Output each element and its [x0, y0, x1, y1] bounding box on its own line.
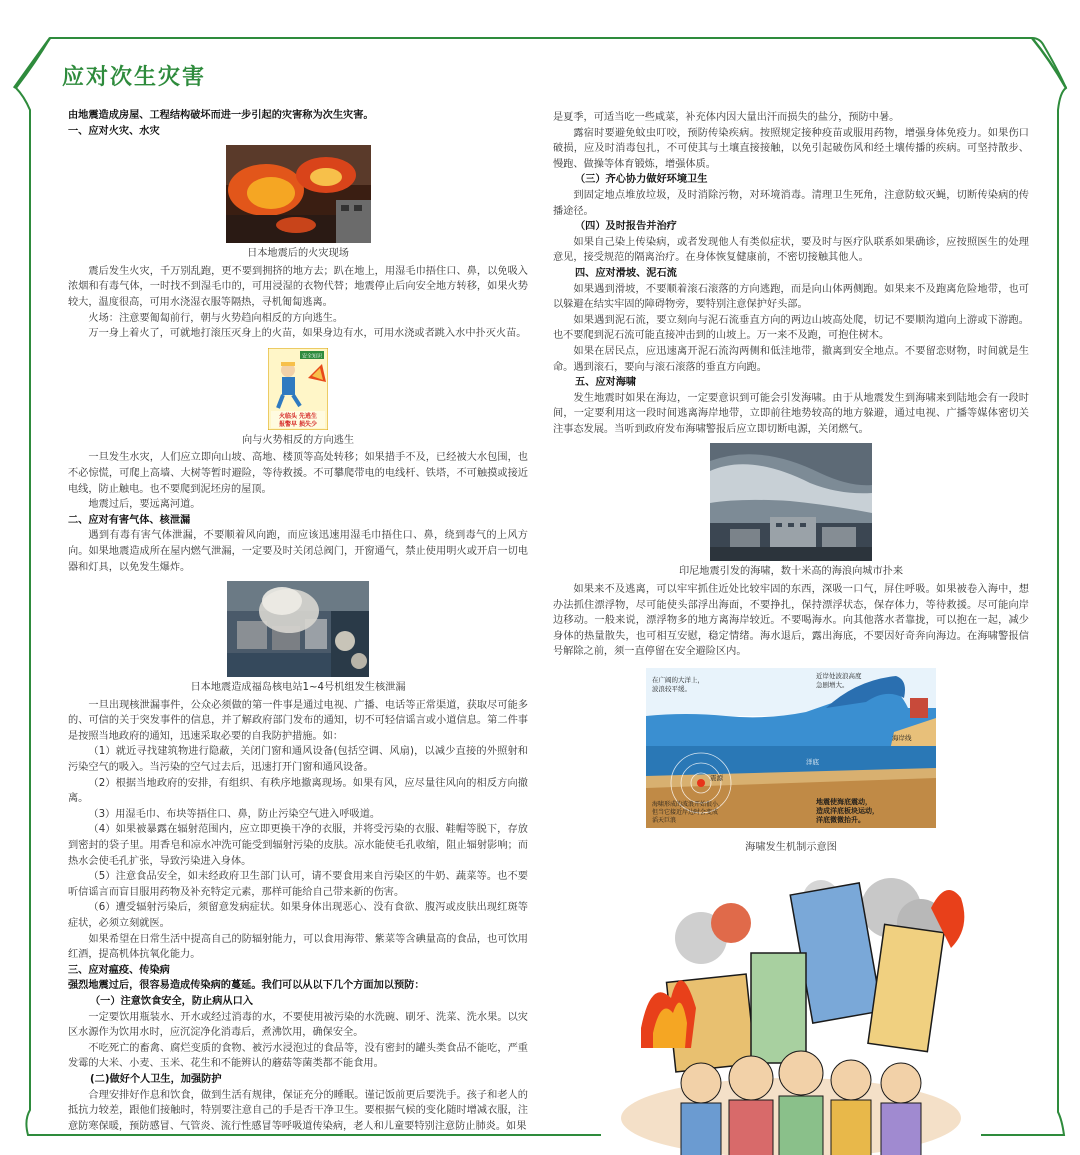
- paragraph: 火场：注意要匍匐前行，朝与火势趋向相反的方向逃生。: [88, 312, 344, 324]
- figure-caption: 向与火势相反的方向逃生: [241, 434, 355, 446]
- diagram-label-tsunami-origin: 海啸形成的波浪开始很小，: [652, 801, 725, 809]
- svg-text:火临头 先逃生: 火临头 先逃生: [278, 412, 318, 420]
- frame-corner-tl: [14, 38, 50, 88]
- paragraph: （1）就近寻找建筑物进行隐蔽，关闭门窗和通风设备(包括空调、风扇)，以减少直接的外照射和污染空气的吸入。当污染的空气过去后，迅速打开门窗和通风设备。: [68, 746, 528, 774]
- figure-tsunami-photo: [553, 443, 1029, 580]
- svg-text:急剧增大。: 急剧增大。: [816, 681, 849, 690]
- svg-text:但当它接近岸边时会变成: 但当它接近岸边时会变成: [652, 809, 719, 817]
- section-heading-fire-flood: 一、应对火灾、水灾: [68, 125, 160, 137]
- paragraph: 如果来不及逃离，可以牢牢抓住近处比较牢固的东西，深吸一口气，屏住呼吸。如果被卷入海中，想办法抓住漂浮物，尽可能使头部浮出海面，不要挣扎，保持漂浮状态，保存体力，等待救援。尽可能向岸边移动。一般来说，漂浮物多的地方离海岸较近。不要喝海水。向其他落水者靠拢，可以抱在一起，减少身体的热量散失，也可相互安慰，稳定情绪。海水退后，露出海底，不要因好奇奔向海边。在海啸警报信号解除之前，须一直停留在安全避险区内。: [553, 584, 1029, 658]
- diagram-label-source: 震源: [710, 774, 723, 783]
- svg-text:造成洋底板块运动，: 造成洋底板块运动，: [816, 807, 879, 816]
- frame-corner-tr: [1032, 38, 1066, 88]
- paragraph: 发生地震时如果在海边，一定要意识到可能会引发海啸。由于从地震发生到海啸来到陆地会有一段时间，一定要利用这一段时间逃离海岸地带，立即前往地势较高的地方躲避，通过电视、广播等媒体密切关注事态发展。当听到政府发布海啸警报后应立即切断电源，关闭燃气。: [553, 392, 1029, 435]
- subheading: (二)做好个人卫生，加强防护: [90, 1073, 222, 1085]
- paragraph: 如果希望在日常生活中提高自己的防辐射能力，可以食用海带、紫菜等含碘量高的食品，也可饮用红酒，提高机体抗氧化能力。: [68, 933, 528, 961]
- paragraph: 震后发生火灾，千万别乱跑，更不要到拥挤的地方去；趴在地上，用湿毛巾捂住口、鼻，以免吸入浓烟和有毒气体，一时找不到湿毛巾的，可用浸湿的衣物代替；地震停止后向安全地方转移，如果火势较大，温度很高，可用水浇湿衣服等隔热，寻机匍匐逃离。: [68, 265, 528, 308]
- paragraph: 如果遇到滑坡，不要顺着滚石滚落的方向逃跑，而是向山体两侧跑。如果来不及跑离危险地带，也可以躲避在结实牢固的障碍物旁，要特别注意保护好头部。: [553, 283, 1029, 311]
- paragraph: 遇到有毒有害气体泄漏，不要顺着风向跑，而应该迅速用湿毛巾捂住口、鼻，绕到毒气的上风方向。如果地震造成所在屋内燃气泄漏，一定要及时关闭总阀门，开窗通气，禁止使用明火或开启一切电器和灯具，以免发生爆炸。: [68, 530, 528, 573]
- paragraph: 不吃死亡的畜禽、腐烂变质的食物、被污水浸泡过的食品等，没有密封的罐头类食品不能吃，严重发霉的大米、小麦、玉米、花生和不能辨认的蘑菇等菌类都不能食用。: [68, 1042, 528, 1070]
- subheading: （三）齐心协力做好环境卫生: [575, 174, 708, 186]
- section-lead: 强烈地震过后，很容易造成传染病的蔓延。我们可以从以下几个方面加以预防：: [68, 980, 425, 992]
- diagram-label-seafloor: 洋底: [806, 758, 819, 767]
- paragraph: 一定要饮用瓶装水、开水或经过消毒的水，不要使用被污染的水洗碗、刷牙、洗菜、洗水果。以灾区水源作为饮用水时，应沉淀净化消毒后，煮沸饮用，确保安全。: [68, 1011, 528, 1039]
- figure-caption: 日本地震造成福岛核电站1~4号机组发生核泄漏: [190, 682, 406, 694]
- poster-sign-label: 安全知识: [301, 353, 323, 360]
- paragraph: （4）如果被暴露在辐射范围内，应立即更换干净的衣服，并将受污染的衣服、鞋帽等脱下，存放到密封的袋子里。用香皂和凉水冲洗可能受到辐射污染的皮肤。凉水能使毛孔收缩，阻止辐射影响；而热水会使毛孔扩张，导致污染进入身体。: [68, 824, 528, 867]
- paragraph: 如果遇到泥石流，要立刻向与泥石流垂直方向的两边山坡高处爬，切记不要顺沟道向上游或下游跑。也不要爬到泥石流可能直接冲击到的山坡上。万一来不及跑，可抱住树木。: [553, 314, 1029, 342]
- paragraph: 地震过后，要远离河道。: [88, 499, 201, 511]
- paragraph: 万一身上着火了，可就地打滚压灭身上的火苗，如果身边有水，可用水浇或者跳入水中扑灭火苗。: [88, 328, 527, 340]
- intro-text: 由地震造成房屋、工程结构破坏而进一步引起的灾害称为次生灾害。: [68, 110, 374, 121]
- section-heading-epidemic: 三、应对瘟疫、传染病: [68, 964, 170, 976]
- figure-caption: 印尼地震引发的海啸，数十米高的海浪向城市扑来: [678, 566, 904, 578]
- tsunami-wave-image: [710, 443, 872, 561]
- figure-escape-poster: [68, 348, 528, 449]
- svg-text:波浪较平缓。: 波浪较平缓。: [652, 685, 691, 694]
- paragraph: （3）用湿毛巾、布块等捂住口、鼻，防止污染空气进入呼吸道。: [88, 808, 381, 820]
- left-column: [68, 108, 528, 1134]
- paragraph: 是夏季，可适当吃一些咸菜，补充体内因大量出汗而损失的盐分，预防中暑。: [553, 112, 900, 123]
- paragraph: 到固定地点堆放垃圾，及时消除污物，对环境消毒。清理卫生死角，注意防蚊灭蝇，切断传染病的传播途径。: [553, 189, 1029, 217]
- diagram-label-beach: 海岸线: [892, 734, 912, 743]
- figure-fire: [68, 145, 528, 262]
- svg-text:洋底微微抬升。: 洋底微微抬升。: [816, 816, 865, 825]
- section-heading-tsunami: 五、应对海啸: [575, 377, 637, 389]
- paragraph: 如果在居民点，应迅速离开泥石流沟两侧和低洼地带，撤离到安全地点。不要留恋财物，时间就是生命。遇到滚石，要向与滚石滚落的垂直方向跑。: [553, 345, 1029, 373]
- svg-text:报警早 损失少: 报警早 损失少: [278, 420, 318, 428]
- nuclear-plant-image: [227, 581, 369, 677]
- figure-caption: 日本地震后的火灾现场: [247, 248, 349, 260]
- figure-caption: 海啸发生机制示意图: [745, 842, 837, 854]
- tsunami-mechanism-diagram: [646, 668, 936, 828]
- escape-poster-image: [268, 348, 328, 430]
- paragraph: （6）遭受辐射污染后，须留意发病症状。如果身体出现恶心、没有食欲、腹泻或皮肤出现红斑等症状，必须立刻就医。: [68, 902, 528, 929]
- paragraph: 露宿时要避免蚊虫叮咬，预防传染疾病。按照规定接种疫苗或服用药物，增强身体免疫力。如果伤口破损，应及时消毒包扎，不可使其与土壤直接接触，以免引起破伤风和经土壤传播的疾病。可坚持散步、慢跑、做操等体育锻炼，增强体质。: [553, 127, 1029, 170]
- subheading: （一）注意饮食安全，防止病从口入: [90, 995, 253, 1007]
- figure-earthquake-cartoon: [553, 868, 1029, 1155]
- fire-scene-image: [226, 145, 371, 243]
- paragraph: 如果自己染上传染病，或者发现他人有类似症状，要及时与医疗队联系如果确诊，应按照医生的处理意见，接受规范的隔离治疗。在身体恢复健康前，不密切接触其他人。: [553, 236, 1029, 264]
- paragraph: （2）根据当地政府的安排，有组织、有秩序地撤离现场。如果有风，应尽量往风向的相反方向撤离。: [68, 777, 528, 805]
- diagram-label-ocean: 在广阔的大洋上，: [652, 676, 704, 685]
- paragraph: 一旦发生水灾，人们应立即向山坡、高地、楼顶等高处转移；如果措手不及，已经被大水包围，也不必惊慌，可爬上高墙、大树等暂时避险，等待救援。不可攀爬带电的电线杆、铁塔，不可触摸或接近电线，防止触电。也不要爬到泥坯房的屋顶。: [68, 452, 528, 495]
- subheading: （四）及时报告并治疗: [575, 221, 677, 233]
- svg-text:滔天巨浪: 滔天巨浪: [652, 817, 677, 825]
- paragraph: （5）注意食品安全，如未经政府卫生部门认可，请不要食用来自污染区的牛奶、蔬菜等。也不要听信谣言而盲目服用药物及补充特定元素，那样可能给自己带来新的伤害。: [68, 871, 528, 898]
- section-heading-gas-nuclear: 二、应对有害气体、核泄漏: [68, 514, 191, 526]
- paragraph: 一旦出现核泄漏事件，公众必须做的第一件事是通过电视、广播、电话等正常渠道，获取尽可能多的、可信的关于突发事件的信息，并了解政府部门发布的通知，切不可轻信谣言或小道信息。第二件事是按照当地政府的通知，迅速采取必要的自我防护措施。如：: [68, 699, 528, 742]
- paragraph: 合理安排好作息和饮食，做到生活有规律，保证充分的睡眠。谨记饭前更后要洗手。孩子和老人的抵抗力较差，跟他们接触时，特别要注意自己的手是否干净卫生。要根据气候的变化随时增减衣服，注意防寒保暖，预防感冒、气管炎、流行性感冒等呼吸道传染病，老人和儿童要特别注意防止肺炎。如果: [68, 1089, 528, 1132]
- section-heading-landslide: 四、应对滑坡、泥石流: [575, 267, 677, 279]
- figure-nuclear: [68, 581, 528, 696]
- diagram-label-quake-cause: 地震使海底震动，: [816, 798, 872, 807]
- diagram-label-near-shore: 近岸处波浪高度: [816, 672, 862, 681]
- figure-tsunami-diagram: [553, 668, 1029, 856]
- right-column: [553, 110, 1029, 1155]
- earthquake-crowd-cartoon: [601, 868, 981, 1155]
- page-title: 应对次生灾害: [62, 65, 207, 90]
